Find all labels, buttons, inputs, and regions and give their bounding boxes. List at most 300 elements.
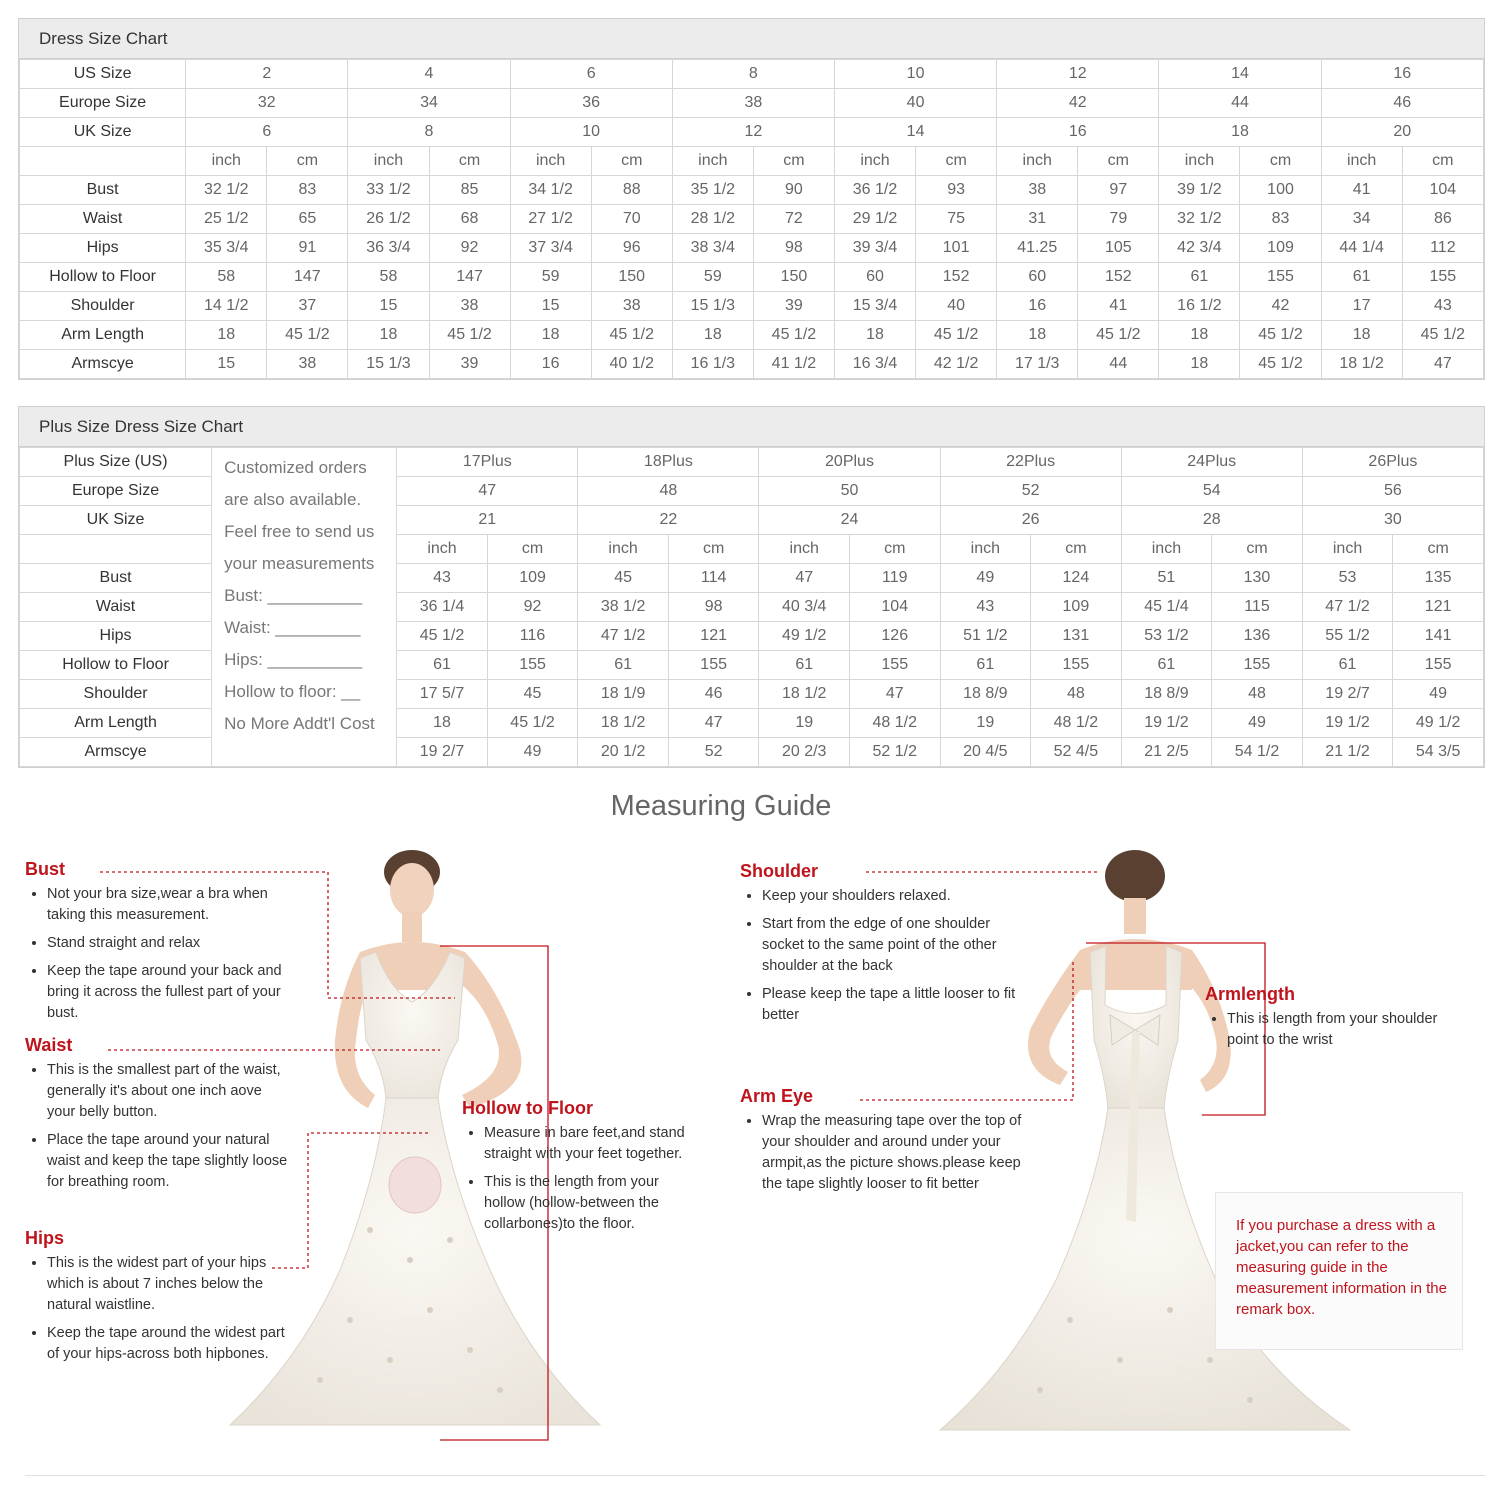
armeye-section: [740, 1085, 1025, 1202]
measure-value: 112: [1402, 234, 1483, 263]
measure-value: 18: [397, 709, 488, 738]
measure-value: 20 2/3: [759, 738, 850, 767]
measure-value: 18: [186, 321, 267, 350]
note-line: Customized orders: [224, 458, 367, 477]
uk-size-value: 12: [672, 118, 834, 147]
uk-size-label: UK Size: [20, 118, 186, 147]
measure-value: 45 1/2: [487, 709, 578, 738]
unit-cm: cm: [753, 147, 834, 176]
unit-cm: cm: [1240, 147, 1321, 176]
measure-value: 48 1/2: [1031, 709, 1122, 738]
uk-size-value: 24: [759, 506, 940, 535]
measure-value: 101: [916, 234, 997, 263]
measure-label: Hollow to Floor: [20, 651, 212, 680]
measure-value: 54 1/2: [1212, 738, 1303, 767]
measure-value: 58: [348, 263, 429, 292]
measure-value: 47: [1402, 350, 1483, 379]
measure-value: 18: [1159, 350, 1240, 379]
unit-inch: inch: [834, 147, 915, 176]
note-line: are also available.: [224, 490, 362, 509]
measure-value: 17 5/7: [397, 680, 488, 709]
measure-value: 105: [1078, 234, 1159, 263]
measure-value: 16 1/3: [672, 350, 753, 379]
measure-value: 38 1/2: [578, 593, 669, 622]
us-size-value: 16: [1321, 60, 1483, 89]
eu-size-value: 40: [834, 89, 996, 118]
measure-value: 41: [1321, 176, 1402, 205]
armlength-section: [1205, 983, 1455, 1058]
dress-size-chart-title: Dress Size Chart: [19, 19, 1484, 59]
bust-list: [25, 884, 290, 1024]
uk-size-label: UK Size: [20, 506, 212, 535]
us-size-value: 17Plus: [397, 448, 578, 477]
measure-value: 43: [397, 564, 488, 593]
measure-value: 36 3/4: [348, 234, 429, 263]
measure-value: 104: [1402, 176, 1483, 205]
measure-value: 61: [759, 651, 850, 680]
us-size-value: 20Plus: [759, 448, 940, 477]
unit-inch: inch: [1302, 535, 1393, 564]
measure-value: 45 1/2: [1240, 321, 1321, 350]
measure-label: Bust: [20, 564, 212, 593]
us-size-value: 22Plus: [940, 448, 1121, 477]
measure-value: 61: [1159, 263, 1240, 292]
us-size-value: 12: [997, 60, 1159, 89]
uk-size-value: 30: [1302, 506, 1483, 535]
bust-section: [25, 858, 290, 1031]
measure-value: 155: [1393, 651, 1484, 680]
measure-value: 18 1/2: [1321, 350, 1402, 379]
measure-value: 16 1/2: [1159, 292, 1240, 321]
measure-value: 45 1/2: [267, 321, 348, 350]
measure-value: 45 1/2: [429, 321, 510, 350]
measure-value: 130: [1212, 564, 1303, 593]
measure-value: 45 1/2: [591, 321, 672, 350]
uk-size-value: 28: [1121, 506, 1302, 535]
unit-cm: cm: [1393, 535, 1484, 564]
us-size-label: US Size: [20, 60, 186, 89]
note-line: your measurements: [224, 554, 375, 573]
waist-item: • This is the smallest part of the waist, generally it's about one inch aove your belly button.: [47, 1060, 290, 1123]
unit-inch: inch: [348, 147, 429, 176]
measure-value: 36 1/2: [834, 176, 915, 205]
measure-value: 18 8/9: [1121, 680, 1212, 709]
measure-value: 96: [591, 234, 672, 263]
measure-value: 109: [487, 564, 578, 593]
measure-value: 18: [997, 321, 1078, 350]
measuring-guide-title: Measuring Guide: [610, 790, 832, 822]
measure-value: 35 3/4: [186, 234, 267, 263]
measure-label: Hips: [20, 234, 186, 263]
measure-value: 155: [1212, 651, 1303, 680]
us-size-value: 14: [1159, 60, 1321, 89]
unit-inch: inch: [1121, 535, 1212, 564]
us-size-value: 10: [834, 60, 996, 89]
measure-value: 79: [1078, 205, 1159, 234]
unit-inch: inch: [186, 147, 267, 176]
measure-value: 18 1/9: [578, 680, 669, 709]
measure-value: 51 1/2: [940, 622, 1031, 651]
measure-value: 45 1/2: [916, 321, 997, 350]
measure-value: 45: [487, 680, 578, 709]
measure-value: 18: [834, 321, 915, 350]
measure-value: 40 1/2: [591, 350, 672, 379]
measure-value: 135: [1393, 564, 1484, 593]
measure-value: 43: [1402, 292, 1483, 321]
unit-cm: cm: [591, 147, 672, 176]
note-line: Bust: __________: [224, 586, 363, 605]
measure-value: 36 1/4: [397, 593, 488, 622]
measure-value: 90: [753, 176, 834, 205]
note-line: Feel free to send us: [224, 522, 375, 541]
measure-value: 44: [1078, 350, 1159, 379]
measure-label: Hips: [20, 622, 212, 651]
measure-value: 45 1/4: [1121, 593, 1212, 622]
measure-value: 16: [510, 350, 591, 379]
measure-value: 39: [429, 350, 510, 379]
us-size-value: 18Plus: [578, 448, 759, 477]
measure-value: 86: [1402, 205, 1483, 234]
uk-size-value: 6: [186, 118, 348, 147]
measure-value: 39: [753, 292, 834, 321]
eu-size-value: 36: [510, 89, 672, 118]
measure-value: 16 3/4: [834, 350, 915, 379]
hips-section: [25, 1227, 290, 1372]
measure-value: 25 1/2: [186, 205, 267, 234]
unit-inch: inch: [1321, 147, 1402, 176]
measure-value: 17 1/3: [997, 350, 1078, 379]
measure-value: 61: [940, 651, 1031, 680]
measure-value: 88: [591, 176, 672, 205]
shoulder-list: [740, 886, 1020, 1026]
measure-value: 41 1/2: [753, 350, 834, 379]
measure-value: 70: [591, 205, 672, 234]
measure-value: 18: [672, 321, 753, 350]
measure-value: 61: [578, 651, 669, 680]
hollow-list: [462, 1123, 697, 1235]
measure-value: 19 1/2: [1302, 709, 1393, 738]
measure-value: 34 1/2: [510, 176, 591, 205]
shoulder-item: • Start from the edge of one shoulder socket to the same point of the other shoulder at the back: [762, 914, 1020, 977]
divider: [25, 1475, 1485, 1476]
measure-value: 119: [849, 564, 940, 593]
note-line: No More Addt'l Cost: [224, 714, 375, 733]
armeye-list: [740, 1111, 1025, 1195]
measure-value: 136: [1212, 622, 1303, 651]
measure-value: 51: [1121, 564, 1212, 593]
measure-value: 116: [487, 622, 578, 651]
measure-value: 15 1/3: [672, 292, 753, 321]
remark-box: If you purchase a dress with a jacket,you can refer to the measuring guide in the measurement information in the remark box.: [1215, 1192, 1463, 1350]
measure-value: 52 4/5: [1031, 738, 1122, 767]
waist-item: • Place the tape around your natural waist and keep the tape slightly loose for breathing room.: [47, 1130, 290, 1193]
eu-size-value: 42: [997, 89, 1159, 118]
measure-value: 155: [1402, 263, 1483, 292]
measure-value: 18 1/2: [759, 680, 850, 709]
note-line: Hollow to floor: __: [224, 682, 361, 701]
eu-size-value: 50: [759, 477, 940, 506]
measure-value: 47: [759, 564, 850, 593]
bust-item: • Not your bra size,wear a bra when taking this measurement.: [47, 884, 290, 926]
unit-inch: inch: [397, 535, 488, 564]
measure-label: Waist: [20, 205, 186, 234]
measure-value: 61: [1321, 263, 1402, 292]
armeye-item: • Wrap the measuring tape over the top of your shoulder and around under your armpit,as the picture shows.please keep the tape slightly looser to fit better: [762, 1111, 1025, 1195]
measure-value: 61: [1302, 651, 1393, 680]
measure-value: 150: [591, 263, 672, 292]
eu-size-value: 34: [348, 89, 510, 118]
measure-value: 155: [1240, 263, 1321, 292]
measure-value: 38: [429, 292, 510, 321]
eu-size-value: 44: [1159, 89, 1321, 118]
us-size-value: 8: [672, 60, 834, 89]
measure-value: 45 1/2: [1078, 321, 1159, 350]
uk-size-value: 26: [940, 506, 1121, 535]
shoulder-heading: Shoulder: [740, 861, 819, 881]
measure-value: 147: [267, 263, 348, 292]
measure-value: 150: [753, 263, 834, 292]
measure-value: 47 1/2: [578, 622, 669, 651]
hips-list: [25, 1253, 290, 1365]
waist-list: [25, 1060, 290, 1193]
us-size-value: 2: [186, 60, 348, 89]
measure-value: 37 3/4: [510, 234, 591, 263]
measure-value: 41: [1078, 292, 1159, 321]
measure-value: 42 3/4: [1159, 234, 1240, 263]
measure-value: 49 1/2: [759, 622, 850, 651]
measure-value: 29 1/2: [834, 205, 915, 234]
measure-value: 92: [429, 234, 510, 263]
measure-value: 15 3/4: [834, 292, 915, 321]
measure-value: 45 1/2: [1402, 321, 1483, 350]
uk-size-value: 18: [1159, 118, 1321, 147]
measure-value: 37: [267, 292, 348, 321]
measure-value: 45 1/2: [397, 622, 488, 651]
measure-value: 38: [997, 176, 1078, 205]
measure-value: 33 1/2: [348, 176, 429, 205]
measure-value: 53 1/2: [1121, 622, 1212, 651]
measure-value: 98: [753, 234, 834, 263]
bust-item: • Keep the tape around your back and bring it across the fullest part of your bust.: [47, 961, 290, 1024]
measure-value: 17: [1321, 292, 1402, 321]
measure-value: 20 4/5: [940, 738, 1031, 767]
us-size-value: 24Plus: [1121, 448, 1302, 477]
measure-value: 52: [668, 738, 759, 767]
measure-value: 55 1/2: [1302, 622, 1393, 651]
eu-size-value: 48: [578, 477, 759, 506]
uk-size-value: 14: [834, 118, 996, 147]
measure-label: Arm Length: [20, 709, 212, 738]
measure-value: 35 1/2: [672, 176, 753, 205]
measure-value: 98: [668, 593, 759, 622]
measure-value: 19: [759, 709, 850, 738]
measure-value: 97: [1078, 176, 1159, 205]
hollow-heading: Hollow to Floor: [462, 1098, 593, 1118]
us-size-value: 26Plus: [1302, 448, 1483, 477]
measure-value: 152: [1078, 263, 1159, 292]
uk-size-value: 16: [997, 118, 1159, 147]
measure-value: 59: [672, 263, 753, 292]
us-size-value: 6: [510, 60, 672, 89]
uk-size-value: 21: [397, 506, 578, 535]
measure-value: 109: [1031, 593, 1122, 622]
measure-value: 40: [916, 292, 997, 321]
measure-value: 32 1/2: [186, 176, 267, 205]
armlength-list: [1205, 1009, 1455, 1051]
measure-value: 43: [940, 593, 1031, 622]
eu-size-value: 38: [672, 89, 834, 118]
measure-value: 54 3/5: [1393, 738, 1484, 767]
measure-value: 61: [397, 651, 488, 680]
measure-value: 18 1/2: [578, 709, 669, 738]
uk-size-value: 8: [348, 118, 510, 147]
unit-cm: cm: [267, 147, 348, 176]
unit-cm: cm: [1078, 147, 1159, 176]
measure-label: Waist: [20, 593, 212, 622]
measure-value: 21 2/5: [1121, 738, 1212, 767]
measure-value: 40 3/4: [759, 593, 850, 622]
measure-value: 28 1/2: [672, 205, 753, 234]
measure-value: 19 1/2: [1121, 709, 1212, 738]
eu-size-value: 46: [1321, 89, 1483, 118]
eu-size-value: 52: [940, 477, 1121, 506]
measure-value: 41.25: [997, 234, 1078, 263]
measure-value: 60: [997, 263, 1078, 292]
measure-value: 18: [510, 321, 591, 350]
measure-value: 131: [1031, 622, 1122, 651]
unit-cm: cm: [1031, 535, 1122, 564]
measure-value: 152: [916, 263, 997, 292]
measure-value: 53: [1302, 564, 1393, 593]
measure-value: 27 1/2: [510, 205, 591, 234]
measure-label: Armscye: [20, 350, 186, 379]
measure-value: 72: [753, 205, 834, 234]
measure-value: 44 1/4: [1321, 234, 1402, 263]
unit-cm: cm: [487, 535, 578, 564]
measure-value: 83: [1240, 205, 1321, 234]
measure-value: 61: [1121, 651, 1212, 680]
measure-value: 34: [1321, 205, 1402, 234]
measure-value: 48: [1031, 680, 1122, 709]
measure-value: 48: [1212, 680, 1303, 709]
measure-value: 141: [1393, 622, 1484, 651]
measure-value: 14 1/2: [186, 292, 267, 321]
unit-cm: cm: [916, 147, 997, 176]
note-line: Hips: __________: [224, 650, 363, 669]
measure-value: 83: [267, 176, 348, 205]
measure-value: 19 2/7: [397, 738, 488, 767]
measure-value: 18: [1321, 321, 1402, 350]
measure-value: 20 1/2: [578, 738, 669, 767]
measure-value: 16: [997, 292, 1078, 321]
measure-value: 126: [849, 622, 940, 651]
unit-inch: inch: [578, 535, 669, 564]
measure-value: 121: [1393, 593, 1484, 622]
eu-size-value: 32: [186, 89, 348, 118]
measure-value: 155: [668, 651, 759, 680]
hips-item: • Keep the tape around the widest part of your hips-across both hipbones.: [47, 1323, 290, 1365]
measure-value: 155: [1031, 651, 1122, 680]
unit-inch: inch: [997, 147, 1078, 176]
measure-value: 18: [1159, 321, 1240, 350]
unit-cm: cm: [429, 147, 510, 176]
measure-value: 47 1/2: [1302, 593, 1393, 622]
waist-section: [25, 1034, 290, 1200]
eu-size-value: 47: [397, 477, 578, 506]
measure-label: Shoulder: [20, 680, 212, 709]
shoulder-item: • Keep your shoulders relaxed.: [762, 886, 1020, 907]
measure-value: 15 1/3: [348, 350, 429, 379]
measure-value: 124: [1031, 564, 1122, 593]
unit-inch: inch: [940, 535, 1031, 564]
measure-value: 45: [578, 564, 669, 593]
measure-value: 60: [834, 263, 915, 292]
armlength-item: • This is length from your shoulder point to the wrist: [1227, 1009, 1455, 1051]
measure-value: 155: [487, 651, 578, 680]
measure-value: 85: [429, 176, 510, 205]
measure-value: 38 3/4: [672, 234, 753, 263]
uk-size-value: 22: [578, 506, 759, 535]
measure-value: 39 1/2: [1159, 176, 1240, 205]
measure-value: 92: [487, 593, 578, 622]
unit-cm: cm: [849, 535, 940, 564]
measure-value: 155: [849, 651, 940, 680]
measure-value: 93: [916, 176, 997, 205]
measure-value: 49: [1212, 709, 1303, 738]
measure-value: 49 1/2: [1393, 709, 1484, 738]
unit-inch: inch: [1159, 147, 1240, 176]
measure-label: Bust: [20, 176, 186, 205]
measure-value: 59: [510, 263, 591, 292]
bust-heading: Bust: [25, 859, 65, 879]
measure-value: 109: [1240, 234, 1321, 263]
measure-label: Armscye: [20, 738, 212, 767]
shoulder-section: [740, 860, 1020, 1033]
measure-value: 38: [267, 350, 348, 379]
hips-item: • This is the widest part of your hips which is about 7 inches below the natural waistline.: [47, 1253, 290, 1316]
shoulder-item: • Please keep the tape a little looser to fit better: [762, 984, 1020, 1026]
unit-inch: inch: [759, 535, 850, 564]
measure-value: 121: [668, 622, 759, 651]
measure-value: 48 1/2: [849, 709, 940, 738]
measure-label: Shoulder: [20, 292, 186, 321]
measure-value: 15: [186, 350, 267, 379]
measure-value: 52 1/2: [849, 738, 940, 767]
measure-value: 45 1/2: [1240, 350, 1321, 379]
measure-value: 18: [348, 321, 429, 350]
measure-value: 39 3/4: [834, 234, 915, 263]
measure-value: 42 1/2: [916, 350, 997, 379]
plus-size-chart-title: Plus Size Dress Size Chart: [19, 407, 1484, 447]
hollow-item: • This is the length from your hollow (hollow-between the collarbones)to the floor.: [484, 1172, 697, 1235]
unit-inch: inch: [672, 147, 753, 176]
measure-value: 45 1/2: [753, 321, 834, 350]
hollow-section: [462, 1097, 697, 1242]
us-size-value: 4: [348, 60, 510, 89]
measure-value: 21 1/2: [1302, 738, 1393, 767]
note-line: Waist: _________: [224, 618, 361, 637]
unit-cm: cm: [668, 535, 759, 564]
measure-value: 42: [1240, 292, 1321, 321]
measure-value: 19 2/7: [1302, 680, 1393, 709]
measure-value: 58: [186, 263, 267, 292]
measure-value: 114: [668, 564, 759, 593]
measure-value: 31: [997, 205, 1078, 234]
waist-heading: Waist: [25, 1035, 73, 1055]
measure-value: 104: [849, 593, 940, 622]
uk-size-value: 10: [510, 118, 672, 147]
measure-value: 68: [429, 205, 510, 234]
